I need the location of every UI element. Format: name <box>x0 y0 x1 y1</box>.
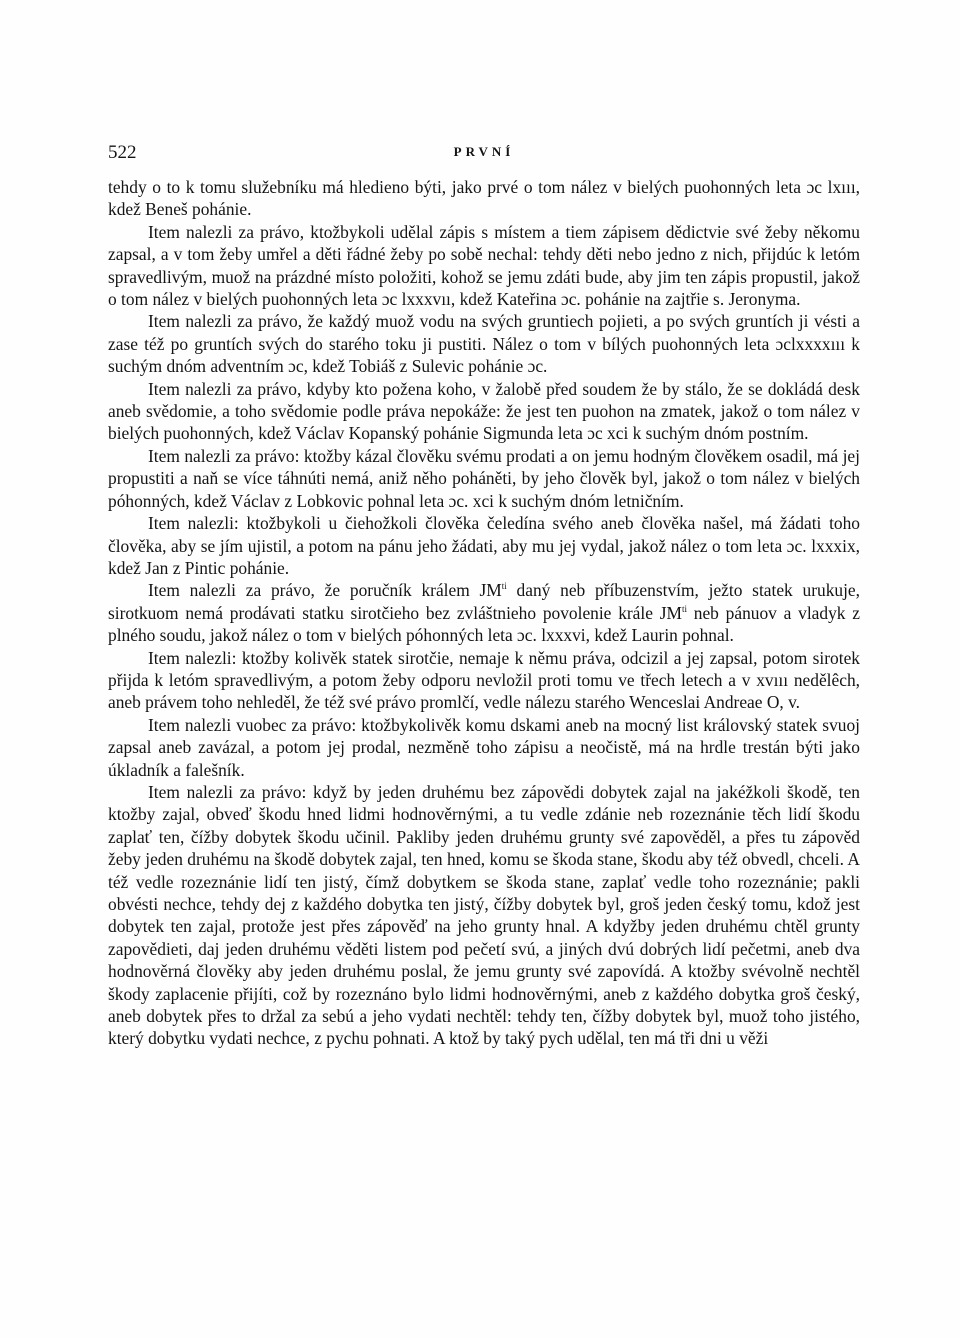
paragraph: Item nalezli za právo, kdyby kto požena koho, v žalobě před soudem že by stálo, že se dokládá desk aneb svědomie, a toho svědomie podle práva nepokáže: že jest ten puohon na zmatek, jakož o tom nález v bielých puohonných, kdež Václav Kopanský pohánie Sigmunda leta ɔc xci k suchým dnóm postním. <box>108 378 860 444</box>
paragraph: Item nalezli za právo, že poručník králem $JM^{ti}$ daný neb příbuzenstvím, ježto statek urukuje, sirotkuom nemá prodávati statku sirotčieho bez zvláštnieho povolenie krále $JM^{ti}$ neb pánuov a vladyk z plného soudu, jakož nález o tom v bielých póhonných leta ɔc. lxxxvi, kdež Laurin pohnal. <box>108 580 860 646</box>
paragraph: Item nalezli za právo: ktožby kázal člověku svému prodati a on jemu hodným člověkem osadil, má jej propustiti a naň se více táhnúti nemá, aniž něho poháněti, by jeho člověk byl, jakož o tom nález v bielých póhonných, kdež Václav z Lobkovic pohnal leta ɔc. xci k suchým dnóm letničním. <box>108 445 860 511</box>
paragraph: Item nalezli vuobec za právo: ktožbykolivěk komu dskami aneb na mocný list královský statek svuoj zapsal aneb zavázal, a potom jej prodal, nezměně toho zápisu a neočistě, má na hrdle trestán býti jako úkladník a falešník. <box>108 714 860 780</box>
page-header <box>108 142 860 166</box>
superscript: ti <box>681 603 687 614</box>
paragraph-continuation: tehdy o to k tomu služebníku má hledieno býti, jako prvé o tom nález v bielých puohonných leta ɔc lxııı, kdež Beneš pohánie. <box>108 177 860 220</box>
paragraph: Item nalezli za právo, že každý muož vodu na svých gruntiech pojieti, a po svých gruntích ji vésti a zase též po gruntích svých do starého toku ji pustiti. Nález o tom v bílých puohonných leta ɔclxxxxııı k suchým dnóm adventním ɔc, kdež Tobiáš z Sulevic pohánie ɔc. <box>108 311 860 377</box>
paragraph: Item nalezli: ktožby kolivěk statek sirotčie, nemaje k němu práva, odcizil a jej zapsal, potom sirotek přijda k letóm spravedlivým, a potom žeby odporu nevložil proti tomu ve třech letech a v xvııı nedělêch, aneb právem toho nehleděl, že též své právo promlčí, vedle nálezu starého Wenceslai Andreae O, v. <box>108 647 860 713</box>
running-title: PRVNÍ <box>453 144 515 159</box>
superscript: ti <box>501 581 507 592</box>
body-text <box>108 176 860 1050</box>
paragraph: Item nalezli za právo: když by jeden druhému bez zápovědi dobytek zajal na jakéžkoli škodě, ten ktožby zajal, obveď škodu hned lidmi hodnověrnými, a tu vedle zdánie neb rozeznánie těch lidí škodu zaplať ten, čížby dobytek škodu učinil. Pakliby jeden druhému grunty své zapověděl, a přes tu zápověd žeby jeden druhému na škodě dobytek zajal, ten hned, komu se škoda stane, škodu aby též obvedl, chceli. A též vedle rozeznánie lidí ten jistý, čímž dobytkem se škoda stane, zaplať vedle toho rozeznánie; pakli obvésti nechce, tehdy dej z každého dobytka ten jistý, čížby dobytek byl, groš jeden český tomu, kdož jest dobytek ten zajal, protože jest přes zápověď na jeho grunty hnal. A kdyžby jeden druhému chtěl grunty zapovědieti, daj jeden druhému věděti listem pod pečetí svú, a jiných dvú dobrých lidí pečetmi, aneb dva hodnověrná člověky aby jeden druhému poslal, že jemu grunty své zapovídá. A ktožby svévolně nechtěl škody zaplacenie přijíti, což by rozeznáno bylo lidmi hodnověrnými, aneb z každého dobytka groš český, aneb dobytek přes to držal za sebú a jeho vydati nechtěl: tehdy ten, čížby dobytek byl, muož toho jistého, který dobytku vydati nechce, z pychu pohnati. A ktož by taký pych udělal, ten má tři dni u věži <box>108 781 860 1049</box>
page-number: 522 <box>108 142 137 163</box>
paragraph: Item nalezli za právo, ktožbykoli udělal zápis s místem a tiem zápisem dědictvie své žeby někomu zapsal, a v tom žeby umřel a děti řádné žeby po sobě nechal: tehdy děti nebo jedno z nich, přijdúc k letóm spravedlivým, muož na prázdné místo položiti, kohož se jemu zdáti bude, aby jim ten zápis propustil, jakož o tom nález v bielých puohonných leta ɔc lxxxvıı, kdež Kateřina ɔc. pohánie na zajtřie s. Jeronyma. <box>108 221 860 310</box>
paragraph: Item nalezli: ktožbykoli u čiehožkoli člověka čeledína svého aneb člověka našel, má žádati toho člověka, aby se jím ujistil, a potom na pánu jeho žádati, aby mu jej vydal, jakož nález o tom leta ɔc. lxxxix, kdež Jan z Pintic pohánie. <box>108 513 860 578</box>
